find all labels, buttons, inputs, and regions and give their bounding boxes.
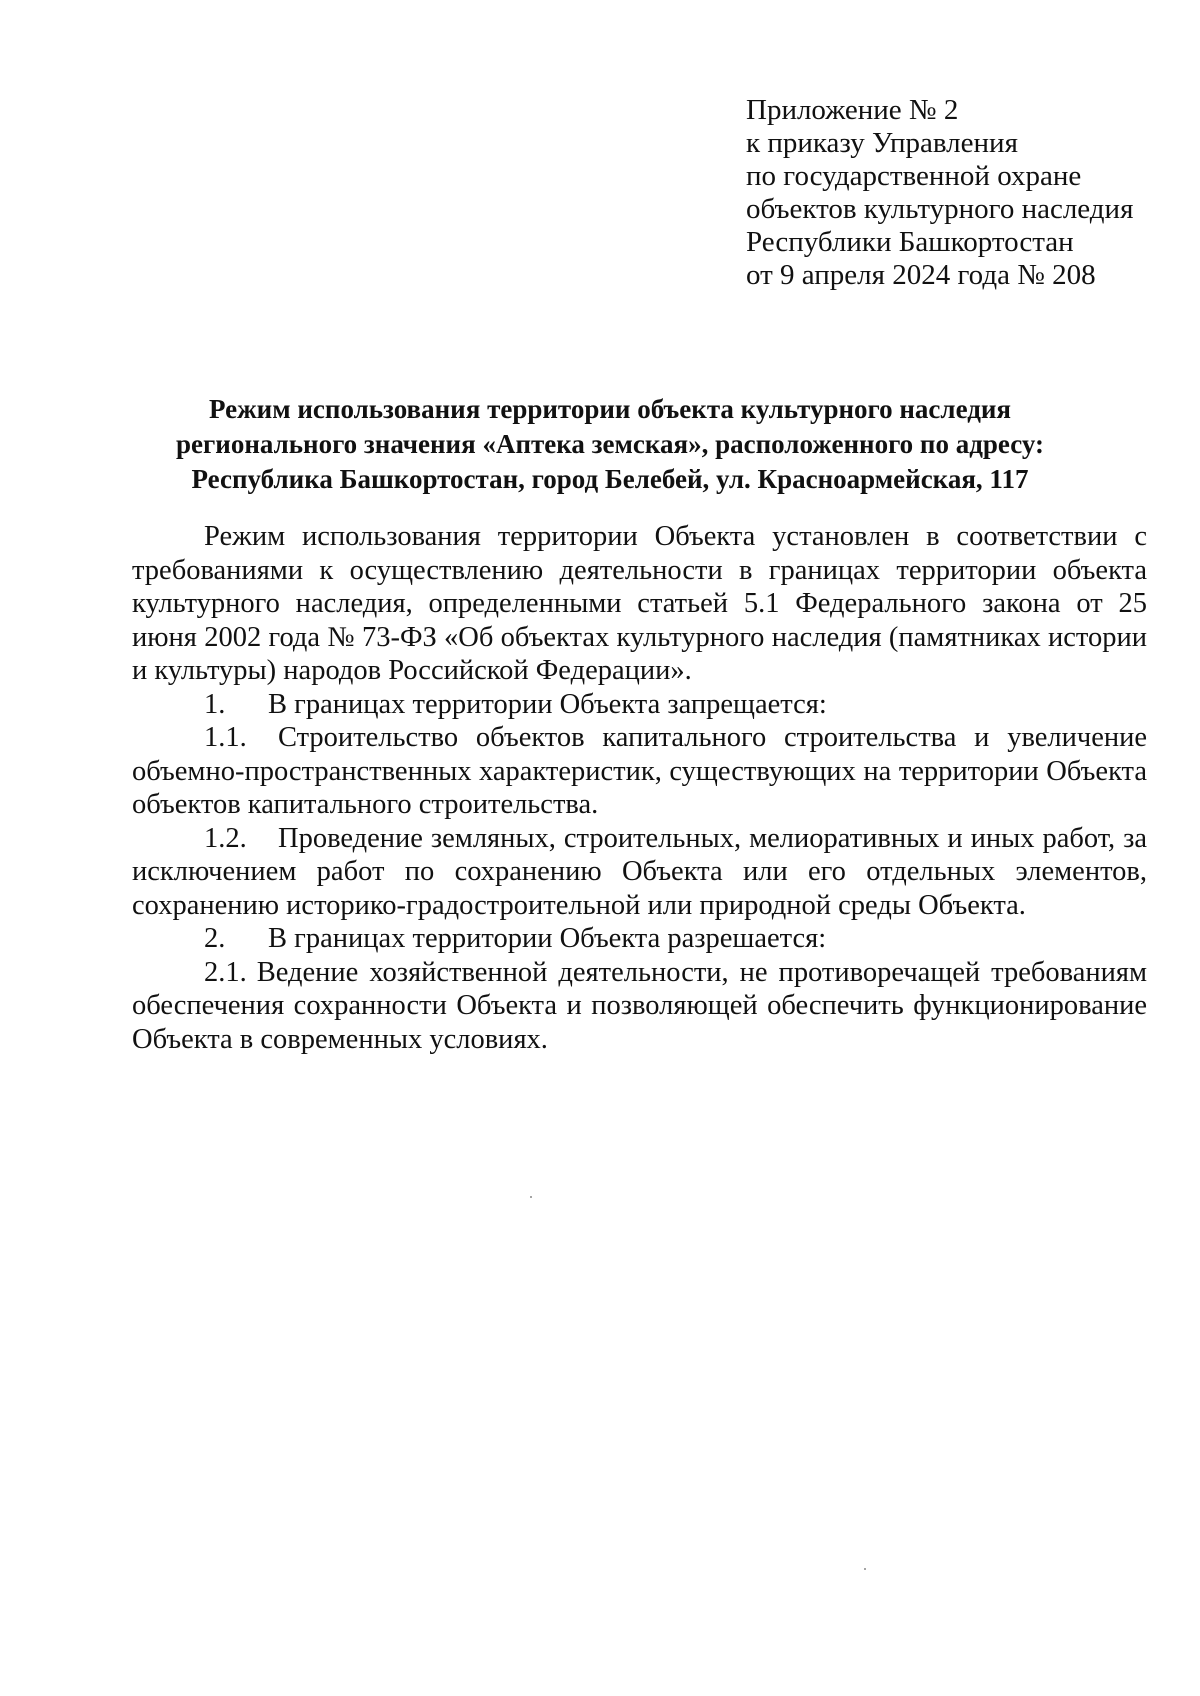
appendix-line: Республики Башкортостан [746, 226, 1074, 258]
list-item [132, 956, 1147, 1057]
item-text: Строительство объектов капитального строительства и увеличение объемно-пространственных характеристик, существующих на территории Объекта объектов капитального строительства. [132, 722, 1147, 820]
appendix-line: от 9 апреля 2024 года № 208 [746, 259, 1096, 291]
appendix-line: к приказу Управления [746, 127, 1018, 159]
item-number: 1.1. [204, 722, 247, 753]
item-number: 1.2. [204, 822, 247, 854]
item-number: 2. [204, 923, 226, 954]
item-number: 1. [204, 688, 226, 720]
title-line: Режим использования территории объекта культурного наследия [208, 394, 1012, 424]
document-body [132, 520, 1147, 1056]
item-number: 2.1. [204, 956, 247, 988]
list-item [132, 721, 1147, 822]
item-text: Проведение земляных, строительных, мелиоративных и иных работ, за исключением работ по сохранению Объекта или его отдельных элементов, сохранению историко-градостроительной или природной среды Объекта. [132, 822, 1147, 921]
title-line: Республика Башкортостан, город Белебей, ул. Красноармейская, 117 [191, 464, 1029, 494]
item-text: В границах территории Объекта запрещается: [268, 688, 827, 720]
appendix-line: Приложение № 2 [746, 94, 959, 126]
appendix-line: по государственной охране [746, 160, 1082, 192]
scan-speck [864, 1568, 866, 1570]
intro-paragraph: Режим использования территории Объекта установлен в соответствии с требованиями к осуществлению деятельности в границах территории объекта культурного наследия, определенными статьей 5.1 Федерального закона от 25 июня 2002 года № 73-ФЗ «Об объектах культурного наследия (памятниках истории и культуры) народов Российской Федерации». [132, 521, 1147, 686]
list-item [132, 688, 1147, 722]
scan-speck [530, 1196, 532, 1198]
appendix-line: объектов культурного наследия [746, 193, 1134, 225]
title-line: регионального значения «Аптека земская», расположенного по адресу: [176, 429, 1044, 459]
item-text: Ведение хозяйственной деятельности, не противоречащей требованиям обеспечения сохранности Объекта и позволяющей обеспечить функционирование Объекта в современных условиях. [132, 956, 1147, 1055]
list-item [132, 922, 1147, 956]
item-text: В границах территории Объекта разрешается: [268, 923, 827, 954]
appendix-header [746, 94, 1133, 292]
list-item [132, 822, 1147, 923]
document-title [130, 392, 1090, 497]
